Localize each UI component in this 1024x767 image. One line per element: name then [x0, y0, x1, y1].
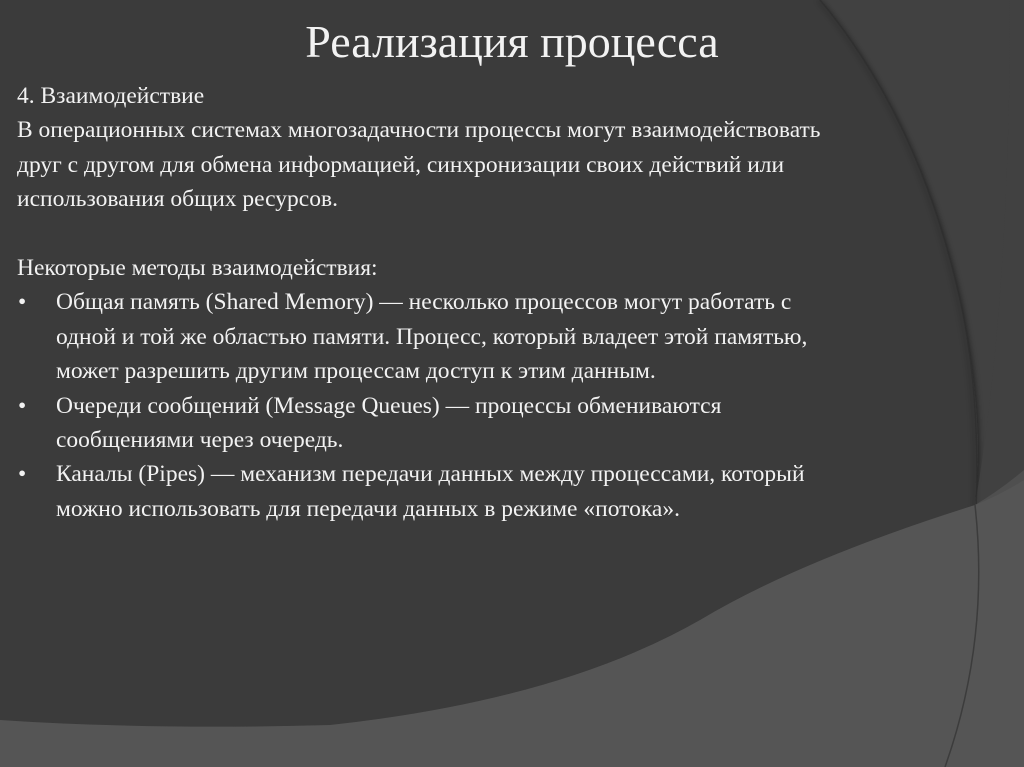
methods-list: [17, 285, 997, 526]
bullet-line: сообщениями через очередь.: [56, 427, 344, 454]
slide-body: [17, 79, 997, 526]
bullet-icon: •: [18, 392, 27, 419]
methods-heading: Некоторые методы взаимодействия:: [17, 255, 378, 282]
list-item: [17, 285, 976, 388]
bullet-icon: •: [18, 289, 27, 316]
spacer: [17, 217, 997, 251]
list-item: [17, 457, 976, 526]
bullet-line: Общая память (Shared Memory) — несколько процессов могут работать с: [56, 289, 792, 316]
bullet-icon: •: [18, 461, 27, 488]
bullet-line: можно использовать для передачи данных в режиме «потока».: [56, 495, 680, 522]
section-heading: 4. Взаимодействие: [17, 83, 205, 109]
intro-line: В операционных системах многозадачности процессы могут взаимодействовать: [17, 117, 821, 144]
bullet-line: Очереди сообщений (Message Queues) — процессы обмениваются: [56, 392, 722, 419]
intro-line: использования общих ресурсов.: [17, 186, 338, 213]
slide-title: Реализация процесса: [305, 16, 719, 67]
intro-line: друг с другом для обмена информацией, синхронизации своих действий или: [17, 151, 785, 178]
bullet-line: одной и той же областью памяти. Процесс, который владеет этой памятью,: [56, 323, 808, 350]
list-item: [17, 389, 976, 458]
bullet-line: может разрешить другим процессам доступ к этим данным.: [56, 358, 656, 385]
bullet-line: Каналы (Pipes) — механизм передачи данных между процессами, который: [56, 461, 805, 488]
